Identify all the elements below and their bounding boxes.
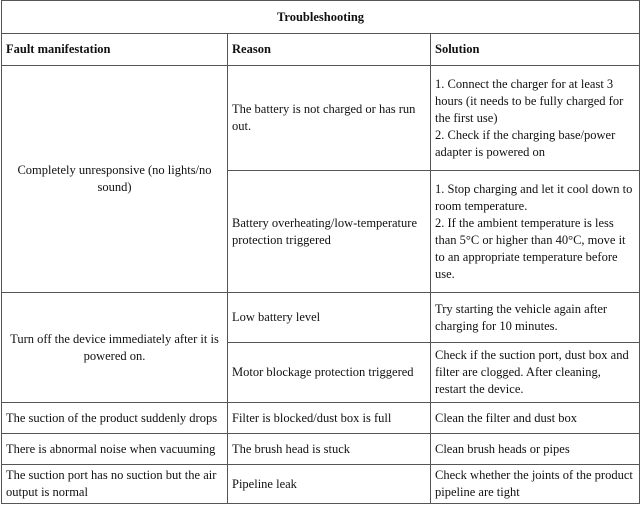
header-reason: Reason	[228, 34, 431, 66]
header-solution: Solution	[431, 34, 640, 66]
reason-cell: Pipeline leak	[228, 465, 431, 504]
header-row	[2, 34, 640, 66]
reason-cell: The brush head is stuck	[228, 434, 431, 465]
solution-cell: Clean brush heads or pipes	[431, 434, 640, 465]
fault-cell: There is abnormal noise when vacuuming	[2, 434, 228, 465]
solution-cell: 1. Stop charging and let it cool down to room temperature. 2. If the ambient temperature is less than 5°C or higher than 40°C, move it to an appropriate temperature before use.	[431, 171, 640, 293]
solution-cell: 1. Connect the charger for at least 3 hours (it needs to be fully charged for the first use) 2. Check if the charging base/power adapter is powered on	[431, 66, 640, 171]
troubleshooting-table	[1, 0, 640, 504]
table-row	[2, 465, 640, 504]
table-row	[2, 434, 640, 465]
title-row	[2, 1, 640, 34]
fault-cell: The suction of the product suddenly drops	[2, 403, 228, 434]
reason-cell: Motor blockage protection triggered	[228, 343, 431, 403]
table-row	[2, 66, 640, 171]
solution-cell: Check if the suction port, dust box and filter are clogged. After cleaning, restart the device.	[431, 343, 640, 403]
solution-cell: Check whether the joints of the product pipeline are tight	[431, 465, 640, 504]
reason-cell: Low battery level	[228, 293, 431, 343]
reason-cell: The battery is not charged or has run out.	[228, 66, 431, 171]
fault-cell: Turn off the device immediately after it is powered on.	[2, 293, 228, 403]
table-row	[2, 293, 640, 343]
solution-cell: Try starting the vehicle again after charging for 10 minutes.	[431, 293, 640, 343]
table-row	[2, 403, 640, 434]
solution-cell: Clean the filter and dust box	[431, 403, 640, 434]
reason-cell: Filter is blocked/dust box is full	[228, 403, 431, 434]
header-fault: Fault manifestation	[2, 34, 228, 66]
table-title: Troubleshooting	[2, 1, 640, 34]
reason-cell: Battery overheating/low-temperature protection triggered	[228, 171, 431, 293]
fault-cell: Completely unresponsive (no lights/no sound)	[2, 66, 228, 293]
fault-cell: The suction port has no suction but the air output is normal	[2, 465, 228, 504]
